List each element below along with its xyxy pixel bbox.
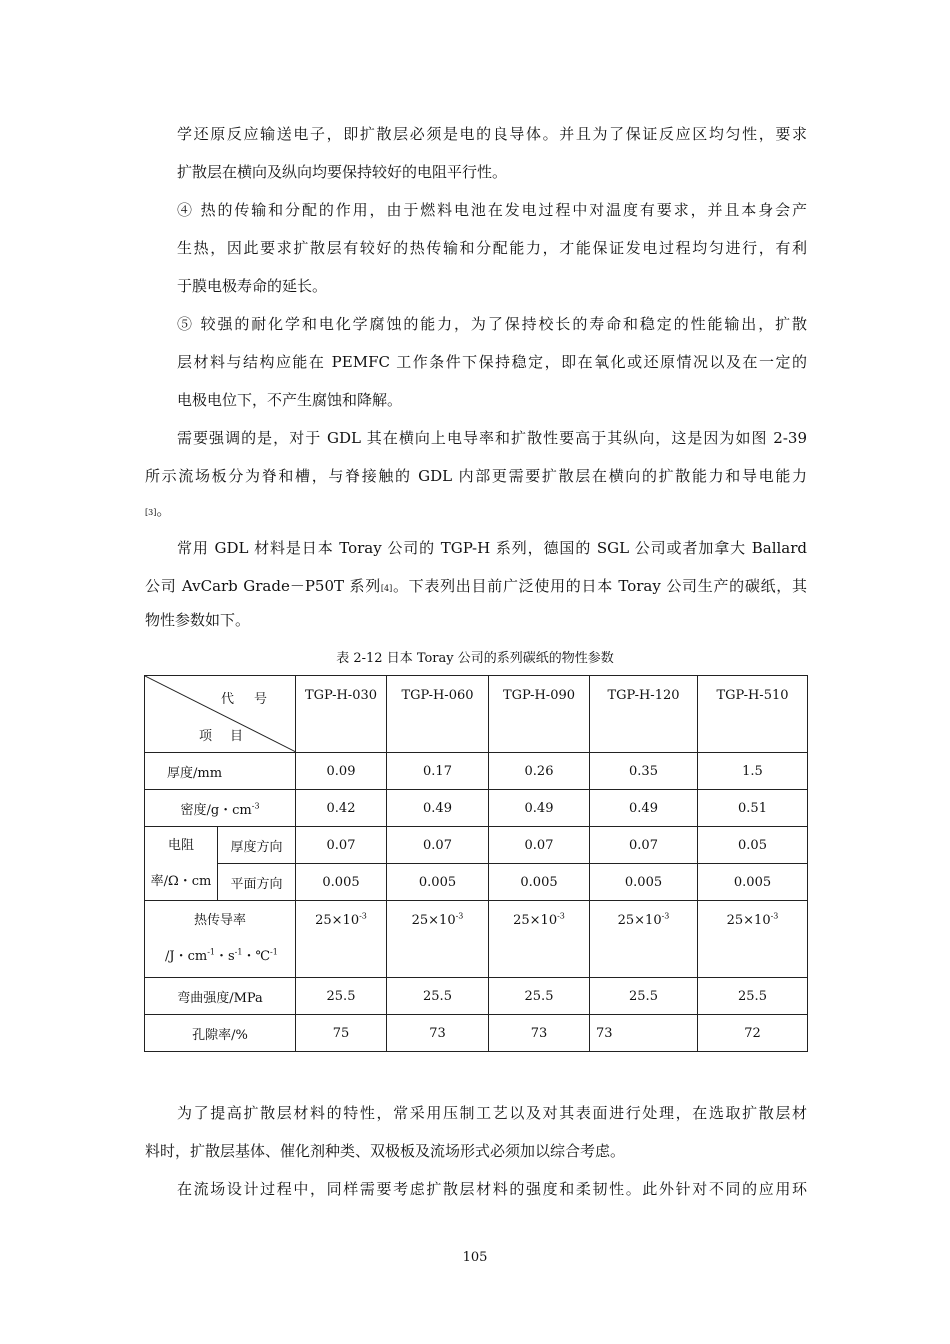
paragraph-line: 常用 GDL 材料是日本 Toray 公司的 TGP-H 系列，德国的 SGL 公司或者加拿大 Ballard — [177, 539, 807, 557]
paragraph-line — [145, 500, 807, 523]
table-row — [145, 1015, 808, 1052]
table-row — [145, 864, 808, 901]
table-row — [145, 753, 808, 790]
row-label: 热传导率 /J・$cm^{-1}$・$s^{-1}$・℃$^{-1}$ — [145, 901, 296, 978]
paragraph-line: 学还原反应输送电子，即扩散层必须是电的良导体。并且为了保证反应区均匀性，要求 — [177, 125, 807, 143]
table-row — [145, 790, 808, 827]
table-cell: 73 — [387, 1015, 489, 1052]
table-cell: 0.07 — [296, 827, 387, 864]
table-cell: 0.005 — [387, 864, 489, 901]
row-label: 厚度/mm — [145, 753, 296, 790]
table-cell: 72 — [698, 1015, 808, 1052]
table-cell: $25\times 10^{-3}$ — [296, 901, 387, 978]
column-header: TGP-H-030 — [296, 676, 387, 753]
page-number: 105 — [462, 1250, 488, 1265]
paragraph-line: 所示流场板分为脊和槽，与脊接触的 GDL 内部更需要扩散层在横向的扩散能力和导电能力 — [145, 467, 807, 485]
paragraph-line: 扩散层在横向及纵向均要保持较好的电阻平行性。 — [177, 163, 508, 181]
paragraph-line: 物性参数如下。 — [145, 611, 251, 629]
table-cell: 0.49 — [489, 790, 590, 827]
header-code: 代号 — [220, 692, 287, 707]
table-cell: 75 — [296, 1015, 387, 1052]
table-cell: 25.5 — [296, 978, 387, 1015]
table-cell: 0.42 — [296, 790, 387, 827]
row-group-label: 电阻 率/Ω・cm — [145, 827, 218, 901]
table-cell: $25\times 10^{-3}$ — [489, 901, 590, 978]
column-header: TGP-H-120 — [590, 676, 698, 753]
table-cell: 0.09 — [296, 753, 387, 790]
table-cell: 0.005 — [489, 864, 590, 901]
table-cell: 0.51 — [698, 790, 808, 827]
table-cell: 0.17 — [387, 753, 489, 790]
table-row — [145, 901, 808, 978]
table-cell: 1.5 — [698, 753, 808, 790]
paragraph-line: 为了提高扩散层材料的特性，常采用压制工艺以及对其表面进行处理，在选取扩散层材 — [177, 1104, 807, 1122]
table-row — [145, 978, 808, 1015]
row-sublabel: 平面方向 — [218, 864, 296, 901]
header-item: 项目 — [199, 729, 262, 744]
table-cell: 0.05 — [698, 827, 808, 864]
table-cell: $25\times 10^{-3}$ — [387, 901, 489, 978]
paragraph-line: 在流场设计过程中，同样需要考虑扩散层材料的强度和柔韧性。此外针对不同的应用环 — [177, 1180, 807, 1198]
table-cell: 0.005 — [296, 864, 387, 901]
paragraph-line: ④ 热的传输和分配的作用，由于燃料电池在发电过程中对温度有要求，并且本身会产 — [177, 201, 807, 219]
properties-table — [144, 675, 808, 1052]
citation-ref: [4] — [380, 584, 393, 593]
row-label: 弯曲强度/MPa — [145, 978, 296, 1015]
table-cell: 0.35 — [590, 753, 698, 790]
table-cell: 0.07 — [489, 827, 590, 864]
row-sublabel: 厚度方向 — [218, 827, 296, 864]
table-cell: 0.49 — [387, 790, 489, 827]
row-label: 密度/g・$cm^{-3}$ — [145, 790, 296, 827]
paragraph-line: 生热，因此要求扩散层有较好的热传输和分配能力，才能保证发电过程均匀进行，有利 — [177, 239, 807, 257]
table-cell: 73 — [590, 1015, 698, 1052]
paragraph-line: ⑤ 较强的耐化学和电化学腐蚀的能力，为了保持校长的寿命和稳定的性能输出，扩散 — [177, 315, 807, 333]
table-cell: 25.5 — [590, 978, 698, 1015]
citation-ref: [3] — [145, 508, 157, 517]
diagonal-header-cell — [145, 676, 296, 753]
table-cell: 0.005 — [590, 864, 698, 901]
table-cell: 25.5 — [698, 978, 808, 1015]
paragraph-line: 电极电位下，不产生腐蚀和降解。 — [177, 391, 403, 409]
column-header: TGP-H-090 — [489, 676, 590, 753]
punctuation: 。 — [156, 501, 172, 519]
table-cell: 0.49 — [590, 790, 698, 827]
text-run: 。下表列出目前广泛使用的日本 Toray 公司生产的碳纸，其 — [392, 577, 807, 595]
table-cell: 73 — [489, 1015, 590, 1052]
table-cell: 0.07 — [387, 827, 489, 864]
text-run: 公司 AvCarb Grade－P50T 系列 — [145, 577, 381, 595]
table-cell: 0.005 — [698, 864, 808, 901]
table-cell: 0.26 — [489, 753, 590, 790]
paragraph-line: 层材料与结构应能在 PEMFC 工作条件下保持稳定，即在氧化或还原情况以及在一定的 — [177, 353, 807, 371]
table-row — [145, 827, 808, 864]
table-cell: 25.5 — [387, 978, 489, 1015]
table-cell: 25.5 — [489, 978, 590, 1015]
column-header: TGP-H-060 — [387, 676, 489, 753]
paragraph-line: 料时，扩散层基体、催化剂种类、双极板及流场形式必须加以综合考虑。 — [145, 1142, 626, 1160]
table-cell: $25\times 10^{-3}$ — [698, 901, 808, 978]
paragraph-line: 需要强调的是，对于 GDL 其在横向上电导率和扩散性要高于其纵向，这是因为如图 2-39 — [177, 429, 807, 447]
column-header: TGP-H-510 — [698, 676, 808, 753]
row-label: 孔隙率/% — [145, 1015, 296, 1052]
paragraph-line: 于膜电极寿命的延长。 — [177, 277, 328, 295]
paragraph-line — [145, 576, 807, 599]
table-cell: $25\times 10^{-3}$ — [590, 901, 698, 978]
table-cell: 0.07 — [590, 827, 698, 864]
table-caption: 表 2-12 日本 Toray 公司的系列碳纸的物性参数 — [336, 651, 614, 666]
